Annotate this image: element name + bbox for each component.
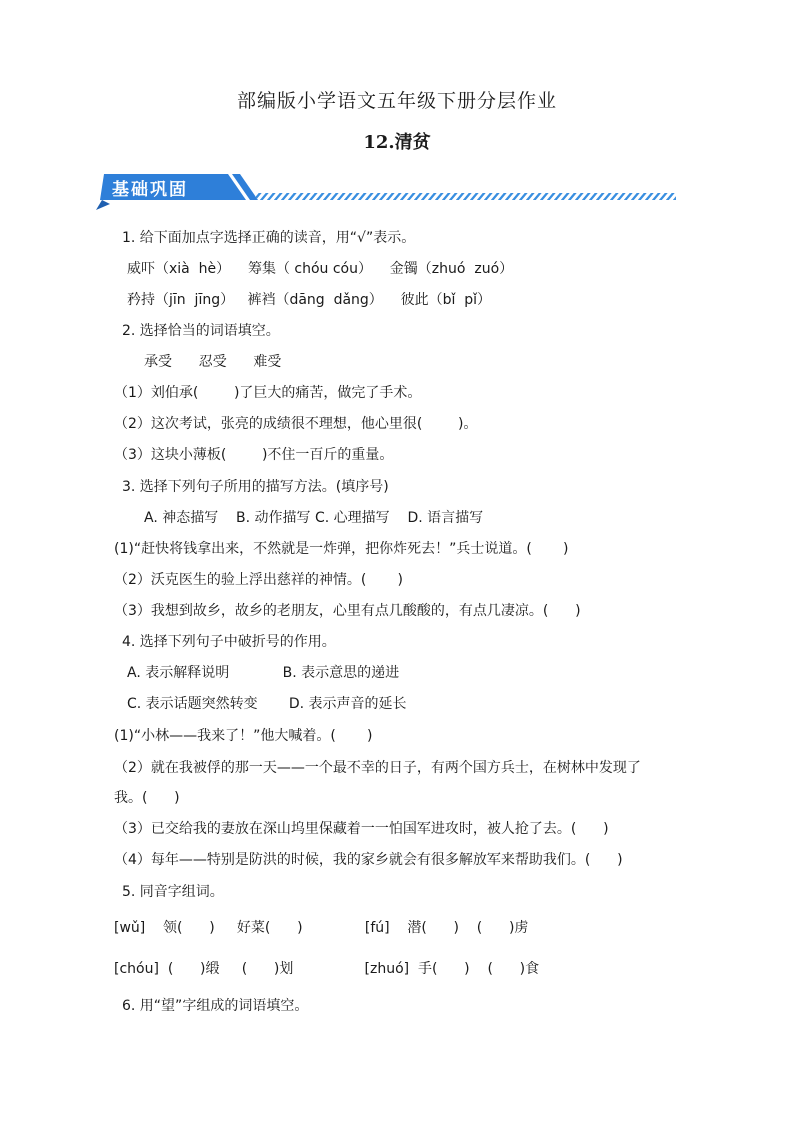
q2-stem: 2. 选择恰当的词语填空。 bbox=[122, 323, 280, 339]
q4-item-2-cont: 我。( ) bbox=[114, 790, 180, 806]
q3-stem: 3. 选择下列句子所用的描写方法。(填序号) bbox=[122, 479, 389, 495]
q4-item-2: （2）就在我被俘的那一天——一个最不幸的日子，有两个国方兵士，在树林中发现了 bbox=[114, 760, 641, 776]
q1-row2: 矜持（jīn jīng） 裤裆（dāng dǎng） 彼此（bǐ pǐ） bbox=[127, 292, 492, 308]
q5-row2: [chóu] ( )缎 ( )划 [zhuó] 手( ) ( )食 bbox=[114, 961, 540, 977]
q3-item-1: (1)“赶快将钱拿出来，不然就是一炸弹，把你炸死去！”兵士说道。( ) bbox=[114, 541, 569, 557]
q4-options-row2: C. 表示话题突然转变 D. 表示声音的延长 bbox=[127, 696, 407, 712]
q4-options-row1: A. 表示解释说明 B. 表示意思的递进 bbox=[127, 665, 400, 681]
q2-word-options: 承受 忍受 难受 bbox=[144, 354, 282, 370]
q2-item-3: （3）这块小薄板( )不住一百斤的重量。 bbox=[114, 447, 394, 463]
q4-stem: 4. 选择下列句子中破折号的作用。 bbox=[122, 634, 336, 650]
q1-row1: 威吓（xià hè） 筹集（ chóu cóu） 金镯（zhuó zuó） bbox=[127, 261, 514, 277]
q2-item-1: （1）刘伯承( )了巨大的痛苦，做完了手术。 bbox=[114, 385, 422, 401]
q4-item-4: （4）每年——特别是防洪的时候，我的家乡就会有很多解放军来帮助我们。( ) bbox=[114, 852, 623, 868]
q5-row1: [wǔ] 领( ) 好菜( ) [fú] 潜( ) ( )虏 bbox=[114, 920, 529, 936]
q3-options: A. 神态描写 B. 动作描写 C. 心理描写 D. 语言描写 bbox=[144, 510, 484, 526]
q5-stem: 5. 同音字组词。 bbox=[122, 884, 224, 900]
q1-stem: 1. 给下面加点字选择正确的读音，用“√”表示。 bbox=[122, 230, 416, 246]
q3-item-2: （2）沃克医生的验上浮出慈祥的神情。( ) bbox=[114, 572, 403, 588]
q4-item-1: (1)“小林——我来了！”他大喊着。( ) bbox=[114, 728, 373, 744]
lesson-title: 12.清贫 bbox=[363, 132, 431, 153]
banner-stripe-rule bbox=[256, 193, 676, 200]
q6-stem: 6. 用“望”字组成的词语填空。 bbox=[122, 998, 309, 1014]
q2-item-2: （2）这次考试，张亮的成绩很不理想，他心里很( )。 bbox=[114, 416, 478, 432]
page-title: 部编版小学语文五年级下册分层作业 bbox=[236, 90, 557, 112]
section-label: 基础巩固 bbox=[112, 180, 188, 200]
q4-item-3: （3）已交给我的妻放在深山坞里保藏着一一怕国军进攻时，被人抢了去。( ) bbox=[114, 821, 609, 837]
q3-item-3: （3）我想到故乡，故乡的老朋友，心里有点几酸酸的，有点几凄凉。( ) bbox=[114, 603, 581, 619]
banner-tail bbox=[96, 200, 110, 210]
